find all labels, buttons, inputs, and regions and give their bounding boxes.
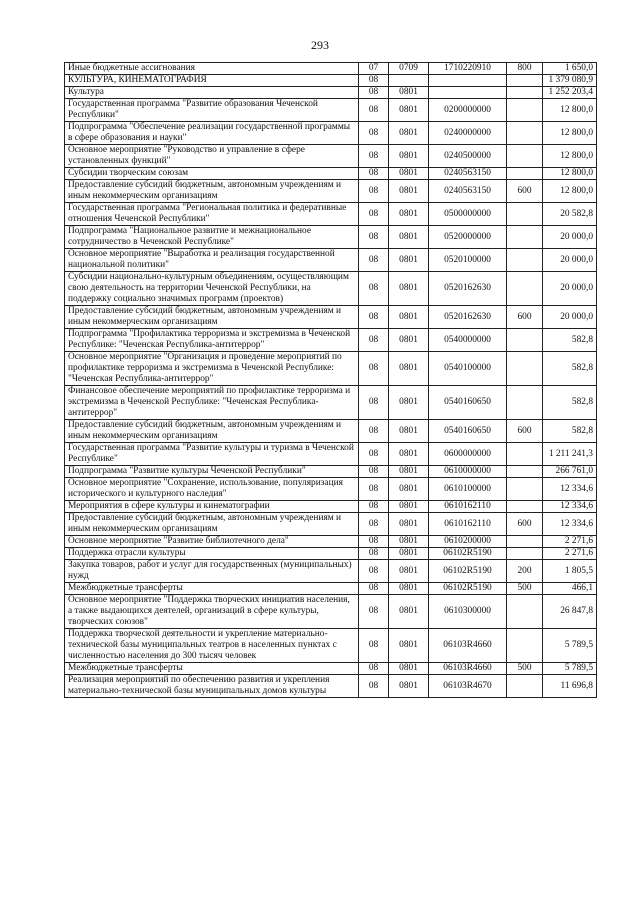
section-code-cell: 08 xyxy=(359,595,389,629)
amount-cell: 1 805,5 xyxy=(543,560,597,583)
target-article-code-cell: 1710220910 xyxy=(429,63,507,75)
expense-type-code-cell xyxy=(507,87,543,99)
expense-type-code-cell xyxy=(507,168,543,180)
expense-type-code-cell xyxy=(507,75,543,87)
subsection-code-cell: 0801 xyxy=(389,87,429,99)
subsection-code-cell: 0801 xyxy=(389,249,429,272)
expense-type-code-cell xyxy=(507,675,543,698)
expense-type-code-cell: 600 xyxy=(507,420,543,443)
expense-type-code-cell xyxy=(507,99,543,122)
subsection-code-cell: 0709 xyxy=(389,63,429,75)
section-code-cell: 08 xyxy=(359,272,389,306)
expense-name-cell: Государственная программа "Региональная политика и федеративные отношения Чеченской Республики" xyxy=(65,203,359,226)
amount-cell: 1 252 203,4 xyxy=(543,87,597,99)
amount-cell: 20 000,0 xyxy=(543,306,597,329)
subsection-code-cell xyxy=(389,75,429,87)
expense-type-code-cell xyxy=(507,548,543,560)
amount-cell: 466,1 xyxy=(543,583,597,595)
table-row xyxy=(65,272,597,306)
table-row xyxy=(65,513,597,536)
target-article-code-cell: 0540160650 xyxy=(429,386,507,420)
expense-type-code-cell xyxy=(507,203,543,226)
section-code-cell: 08 xyxy=(359,629,389,663)
amount-cell: 5 789,5 xyxy=(543,629,597,663)
expense-type-code-cell xyxy=(507,386,543,420)
amount-cell: 582,8 xyxy=(543,352,597,386)
section-code-cell: 08 xyxy=(359,122,389,145)
amount-cell: 12 334,6 xyxy=(543,478,597,501)
expense-type-code-cell xyxy=(507,478,543,501)
table-row xyxy=(65,386,597,420)
subsection-code-cell: 0801 xyxy=(389,180,429,203)
amount-cell: 1 650,0 xyxy=(543,63,597,75)
target-article-code-cell: 06102R5190 xyxy=(429,583,507,595)
expense-name-cell: Предоставление субсидий бюджетным, автономным учреждениям и иным некоммерческим организациям xyxy=(65,513,359,536)
table-row xyxy=(65,466,597,478)
expense-name-cell: Государственная программа "Развитие культуры и туризма в Чеченской Республике" xyxy=(65,443,359,466)
subsection-code-cell: 0801 xyxy=(389,583,429,595)
expense-name-cell: Основное мероприятие "Организация и проведение мероприятий по профилактике терроризма и экстремизма в Чеченской Республике: "Чеченская Республика-антитеррор" xyxy=(65,352,359,386)
page-number: 293 xyxy=(311,38,329,52)
expense-name-cell: Межбюджетные трансферты xyxy=(65,583,359,595)
subsection-code-cell: 0801 xyxy=(389,595,429,629)
section-code-cell: 08 xyxy=(359,443,389,466)
target-article-code-cell: 0540100000 xyxy=(429,352,507,386)
subsection-code-cell: 0801 xyxy=(389,675,429,698)
subsection-code-cell: 0801 xyxy=(389,536,429,548)
expense-type-code-cell: 600 xyxy=(507,306,543,329)
table-row xyxy=(65,536,597,548)
amount-cell: 2 271,6 xyxy=(543,548,597,560)
table-row xyxy=(65,583,597,595)
amount-cell: 1 211 241,3 xyxy=(543,443,597,466)
target-article-code-cell: 0610162110 xyxy=(429,513,507,536)
target-article-code-cell: 0540000000 xyxy=(429,329,507,352)
amount-cell: 20 582,8 xyxy=(543,203,597,226)
subsection-code-cell: 0801 xyxy=(389,663,429,675)
expense-type-code-cell xyxy=(507,629,543,663)
target-article-code-cell: 0610200000 xyxy=(429,536,507,548)
subsection-code-cell: 0801 xyxy=(389,272,429,306)
amount-cell: 266 761,0 xyxy=(543,466,597,478)
subsection-code-cell: 0801 xyxy=(389,145,429,168)
subsection-code-cell: 0801 xyxy=(389,99,429,122)
target-article-code-cell: 06103R4660 xyxy=(429,663,507,675)
target-article-code-cell: 06103R4670 xyxy=(429,675,507,698)
section-code-cell: 08 xyxy=(359,560,389,583)
expense-name-cell: Закупка товаров, работ и услуг для государственных (муниципальных) нужд xyxy=(65,560,359,583)
section-code-cell: 08 xyxy=(359,513,389,536)
table-row xyxy=(65,352,597,386)
expense-name-cell: КУЛЬТУРА, КИНЕМАТОГРАФИЯ xyxy=(65,75,359,87)
expense-name-cell: Реализация мероприятий по обеспечению развития и укрепления материально-технической базы муниципальных домов культуры xyxy=(65,675,359,698)
table-row xyxy=(65,548,597,560)
subsection-code-cell: 0801 xyxy=(389,203,429,226)
subsection-code-cell: 0801 xyxy=(389,122,429,145)
expense-name-cell: Культура xyxy=(65,87,359,99)
expense-type-code-cell xyxy=(507,595,543,629)
expense-name-cell: Предоставление субсидий бюджетным, автономным учреждениям и иным некоммерческим организациям xyxy=(65,420,359,443)
table-row xyxy=(65,87,597,99)
section-code-cell: 08 xyxy=(359,583,389,595)
expense-name-cell: Поддержка творческой деятельности и укрепление материально-технической базы муниципальных театров в населенных пунктах с численностью населения до 300 тысяч человек xyxy=(65,629,359,663)
subsection-code-cell: 0801 xyxy=(389,226,429,249)
expense-name-cell: Субсидии творческим союзам xyxy=(65,168,359,180)
target-article-code-cell xyxy=(429,75,507,87)
target-article-code-cell: 06103R4660 xyxy=(429,629,507,663)
expense-type-code-cell: 600 xyxy=(507,180,543,203)
section-code-cell: 08 xyxy=(359,675,389,698)
section-code-cell: 08 xyxy=(359,75,389,87)
subsection-code-cell: 0801 xyxy=(389,329,429,352)
table-row xyxy=(65,443,597,466)
target-article-code-cell: 0240563150 xyxy=(429,168,507,180)
amount-cell: 12 800,0 xyxy=(543,122,597,145)
subsection-code-cell: 0801 xyxy=(389,168,429,180)
table-row xyxy=(65,420,597,443)
expense-type-code-cell: 800 xyxy=(507,63,543,75)
section-code-cell: 07 xyxy=(359,63,389,75)
amount-cell: 582,8 xyxy=(543,420,597,443)
expense-type-code-cell xyxy=(507,352,543,386)
expense-type-code-cell xyxy=(507,443,543,466)
section-code-cell: 08 xyxy=(359,548,389,560)
target-article-code-cell: 06102R5190 xyxy=(429,560,507,583)
table-row xyxy=(65,99,597,122)
table-row xyxy=(65,329,597,352)
amount-cell: 12 334,6 xyxy=(543,501,597,513)
amount-cell: 5 789,5 xyxy=(543,663,597,675)
amount-cell: 20 000,0 xyxy=(543,272,597,306)
target-article-code-cell: 0610300000 xyxy=(429,595,507,629)
subsection-code-cell: 0801 xyxy=(389,306,429,329)
subsection-code-cell: 0801 xyxy=(389,352,429,386)
expense-name-cell: Предоставление субсидий бюджетным, автономным учреждениям и иным некоммерческим организациям xyxy=(65,180,359,203)
amount-cell: 2 271,6 xyxy=(543,536,597,548)
target-article-code-cell: 0610000000 xyxy=(429,466,507,478)
expense-name-cell: Основное мероприятие "Развитие библиотечного дела" xyxy=(65,536,359,548)
expense-type-code-cell xyxy=(507,329,543,352)
table-row xyxy=(65,478,597,501)
section-code-cell: 08 xyxy=(359,501,389,513)
section-code-cell: 08 xyxy=(359,663,389,675)
table-row xyxy=(65,560,597,583)
budget-table-body xyxy=(65,63,597,698)
section-code-cell: 08 xyxy=(359,249,389,272)
expense-type-code-cell xyxy=(507,145,543,168)
expense-name-cell: Иные бюджетные ассигнования xyxy=(65,63,359,75)
subsection-code-cell: 0801 xyxy=(389,466,429,478)
amount-cell: 582,8 xyxy=(543,329,597,352)
amount-cell: 20 000,0 xyxy=(543,226,597,249)
subsection-code-cell: 0801 xyxy=(389,501,429,513)
target-article-code-cell xyxy=(429,87,507,99)
section-code-cell: 08 xyxy=(359,478,389,501)
subsection-code-cell: 0801 xyxy=(389,420,429,443)
amount-cell: 12 800,0 xyxy=(543,145,597,168)
target-article-code-cell: 0200000000 xyxy=(429,99,507,122)
expense-type-code-cell xyxy=(507,466,543,478)
expense-name-cell: Основное мероприятие "Сохранение, использование, популяризация исторического и культурного наследия" xyxy=(65,478,359,501)
expense-type-code-cell: 600 xyxy=(507,513,543,536)
table-row xyxy=(65,675,597,698)
expense-type-code-cell xyxy=(507,536,543,548)
expense-name-cell: Основное мероприятие "Выработка и реализация государственной национальной политики" xyxy=(65,249,359,272)
target-article-code-cell: 0520100000 xyxy=(429,249,507,272)
amount-cell: 12 800,0 xyxy=(543,180,597,203)
amount-cell: 12 334,6 xyxy=(543,513,597,536)
expense-type-code-cell xyxy=(507,501,543,513)
target-article-code-cell: 0520162630 xyxy=(429,306,507,329)
expense-name-cell: Межбюджетные трансферты xyxy=(65,663,359,675)
target-article-code-cell: 0520162630 xyxy=(429,272,507,306)
section-code-cell: 08 xyxy=(359,536,389,548)
expense-name-cell: Поддержка отрасли культуры xyxy=(65,548,359,560)
table-row xyxy=(65,75,597,87)
table-row xyxy=(65,203,597,226)
subsection-code-cell: 0801 xyxy=(389,443,429,466)
table-row xyxy=(65,180,597,203)
amount-cell: 11 696,8 xyxy=(543,675,597,698)
subsection-code-cell: 0801 xyxy=(389,478,429,501)
expense-name-cell: Основное мероприятие "Поддержка творческих инициатив населения, а также выдающихся деятелей, организаций в сфере культуры, творческих союзов" xyxy=(65,595,359,629)
expense-name-cell: Подпрограмма "Национальное развитие и межнациональное сотрудничество в Чеченской Республике" xyxy=(65,226,359,249)
expense-type-code-cell xyxy=(507,272,543,306)
expense-name-cell: Субсидии национально-культурным объединениям, осуществляющим свою деятельность на территории Чеченской Республики, на поддержку социально значимых программ (проектов) xyxy=(65,272,359,306)
table-row xyxy=(65,595,597,629)
table-row xyxy=(65,501,597,513)
expense-type-code-cell xyxy=(507,226,543,249)
section-code-cell: 08 xyxy=(359,386,389,420)
section-code-cell: 08 xyxy=(359,87,389,99)
table-row xyxy=(65,226,597,249)
target-article-code-cell: 0520000000 xyxy=(429,226,507,249)
expense-name-cell: Государственная программа "Развитие образования Чеченской Республики" xyxy=(65,99,359,122)
expense-name-cell: Подпрограмма "Профилактика терроризма и экстремизма в Чеченской Республике: "Чеченская Республика-антитеррор" xyxy=(65,329,359,352)
subsection-code-cell: 0801 xyxy=(389,560,429,583)
section-code-cell: 08 xyxy=(359,352,389,386)
target-article-code-cell: 0240563150 xyxy=(429,180,507,203)
expense-name-cell: Предоставление субсидий бюджетным, автономным учреждениям и иным некоммерческим организациям xyxy=(65,306,359,329)
expense-type-code-cell: 200 xyxy=(507,560,543,583)
section-code-cell: 08 xyxy=(359,168,389,180)
budget-table xyxy=(64,62,597,698)
amount-cell: 582,8 xyxy=(543,386,597,420)
subsection-code-cell: 0801 xyxy=(389,513,429,536)
target-article-code-cell: 0240000000 xyxy=(429,122,507,145)
section-code-cell: 08 xyxy=(359,203,389,226)
section-code-cell: 08 xyxy=(359,145,389,168)
section-code-cell: 08 xyxy=(359,329,389,352)
amount-cell: 20 000,0 xyxy=(543,249,597,272)
table-row xyxy=(65,629,597,663)
section-code-cell: 08 xyxy=(359,226,389,249)
expense-type-code-cell xyxy=(507,249,543,272)
amount-cell: 12 800,0 xyxy=(543,99,597,122)
amount-cell: 12 800,0 xyxy=(543,168,597,180)
subsection-code-cell: 0801 xyxy=(389,548,429,560)
expense-name-cell: Подпрограмма "Развитие культуры Чеченской Республики" xyxy=(65,466,359,478)
target-article-code-cell: 06102R5190 xyxy=(429,548,507,560)
table-row xyxy=(65,122,597,145)
section-code-cell: 08 xyxy=(359,180,389,203)
table-row xyxy=(65,168,597,180)
amount-cell: 1 379 080,9 xyxy=(543,75,597,87)
subsection-code-cell: 0801 xyxy=(389,629,429,663)
table-row xyxy=(65,306,597,329)
section-code-cell: 08 xyxy=(359,420,389,443)
table-row xyxy=(65,249,597,272)
target-article-code-cell: 0610100000 xyxy=(429,478,507,501)
expense-type-code-cell: 500 xyxy=(507,583,543,595)
section-code-cell: 08 xyxy=(359,466,389,478)
target-article-code-cell: 0540160650 xyxy=(429,420,507,443)
expense-name-cell: Финансовое обеспечение мероприятий по профилактике терроризма и экстремизма в Чеченской Республике: "Чеченская Республика-антитеррор" xyxy=(65,386,359,420)
target-article-code-cell: 0610162110 xyxy=(429,501,507,513)
table-row xyxy=(65,663,597,675)
amount-cell: 26 847,8 xyxy=(543,595,597,629)
target-article-code-cell: 0500000000 xyxy=(429,203,507,226)
target-article-code-cell: 0600000000 xyxy=(429,443,507,466)
table-row xyxy=(65,63,597,75)
section-code-cell: 08 xyxy=(359,306,389,329)
table-row xyxy=(65,145,597,168)
expense-name-cell: Подпрограмма "Обеспечение реализации государственной программы в сфере образования и науки" xyxy=(65,122,359,145)
section-code-cell: 08 xyxy=(359,99,389,122)
expense-type-code-cell xyxy=(507,122,543,145)
target-article-code-cell: 0240500000 xyxy=(429,145,507,168)
subsection-code-cell: 0801 xyxy=(389,386,429,420)
expense-type-code-cell: 500 xyxy=(507,663,543,675)
expense-name-cell: Мероприятия в сфере культуры и кинематографии xyxy=(65,501,359,513)
expense-name-cell: Основное мероприятие "Руководство и управление в сфере установленных функций" xyxy=(65,145,359,168)
